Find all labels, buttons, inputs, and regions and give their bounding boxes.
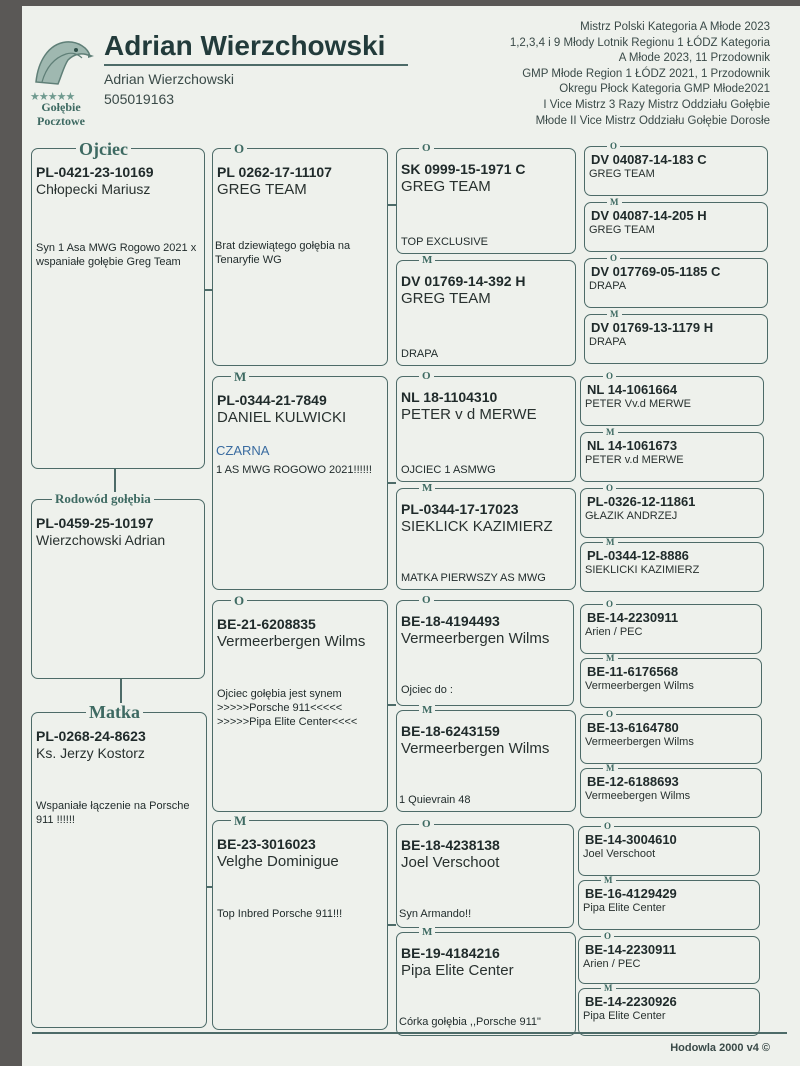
owner-name: DRAPA — [589, 280, 627, 292]
ring-number: BE-16-4129429 — [585, 886, 677, 901]
sex-marker: M — [607, 310, 622, 319]
owner-name: PETER v d MERWE — [401, 406, 537, 423]
owner-name: Wierzchowski Adrian — [36, 532, 166, 548]
owner-name: SIEKLICKI KAZIMIERZ — [585, 564, 700, 576]
sex-marker: O — [603, 372, 616, 381]
pigeon-note: Wspaniałe łączenie na Porsche 911 !!!!!! — [36, 800, 190, 826]
owner-name: SIEKLICK KAZIMIERZ — [401, 518, 553, 535]
grandsire-box — [396, 594, 574, 706]
pigeon-note: Córka gołębia ,,Porsche 911" — [399, 1016, 541, 1028]
ring-number: PL-0459-25-10197 — [36, 515, 154, 531]
pigeon-note: DRAPA — [401, 348, 439, 360]
mother-box — [31, 702, 207, 1028]
ring-number: PL-0344-21-7849 — [217, 392, 327, 408]
owner-name: Vermeerbergen Wilms — [401, 630, 550, 647]
sex-marker: M — [603, 538, 618, 547]
sex-marker: O — [419, 819, 434, 830]
ring-number: PL-0344-12-8886 — [587, 548, 689, 563]
mother-heading: Matka — [86, 703, 143, 721]
sex-marker: O — [603, 710, 616, 719]
owner-name: Ks. Jerzy Kostorz — [36, 745, 145, 761]
ancestor-box — [584, 141, 768, 196]
ring-number: DV 01769-14-392 H — [401, 273, 526, 289]
pigeon-note: 1 Quievrain 48 — [399, 794, 471, 806]
ring-number: DV 04087-14-183 C — [591, 152, 707, 167]
ancestor-box — [578, 983, 760, 1036]
pigeon-note: Ojciec do : — [401, 684, 453, 696]
ring-number: BE-23-3016023 — [217, 836, 316, 852]
connector-line — [388, 704, 396, 706]
ancestor-box — [580, 427, 764, 482]
owner-name: GREG TEAM — [217, 181, 307, 198]
pigeon-note: MATKA PIERWSZY AS MWG — [401, 572, 546, 584]
ancestor-box — [580, 483, 764, 538]
owner-name: Pipa Elite Center — [401, 962, 514, 979]
ring-number: DV 017769-05-1185 C — [591, 264, 721, 279]
ancestor-box — [578, 821, 760, 876]
title-underline — [104, 64, 408, 66]
breeder-name-title: Adrian Wierzchowski — [104, 30, 386, 61]
owner-name: Vermeerbergen Wilms — [585, 680, 694, 692]
sex-marker: O — [607, 254, 620, 263]
sex-marker: O — [601, 822, 614, 831]
owner-name: Vermeebergen Wilms — [585, 790, 691, 802]
ancestor-box — [580, 653, 762, 708]
achievement-line: Okregu Płock Kategoria GMP Młode2021 — [559, 83, 770, 96]
ancestor-box — [580, 371, 764, 426]
logo — [28, 32, 94, 128]
sex-marker: O — [603, 600, 616, 609]
sex-marker: M — [603, 428, 618, 437]
ring-number: PL 0262-17-11107 — [217, 164, 332, 180]
pigeon-note: OJCIEC 1 ASMWG — [401, 464, 496, 476]
achievement-line: GMP Młode Region 1 ŁÓDZ 2021, 1 Przodownik — [522, 67, 770, 80]
grandsire-box — [396, 370, 576, 482]
ancestor-box — [580, 763, 762, 818]
subject-heading: Rodowód gołębia — [52, 492, 154, 505]
owner-name: Velghe Dominigue — [217, 853, 339, 870]
ring-number: DV 04087-14-205 H — [591, 208, 707, 223]
connector-line — [388, 204, 396, 206]
owner-name: Arien / PEC — [585, 626, 643, 638]
sex-marker: O — [231, 142, 247, 155]
connector-line — [388, 482, 396, 484]
granddam-box — [396, 926, 576, 1036]
pigeon-note: Syn Armando!! — [399, 908, 472, 920]
ancestor-box — [580, 599, 762, 654]
sex-marker: O — [419, 595, 434, 606]
footer-credit: Hodowla 2000 v4 © — [670, 1042, 770, 1054]
sex-marker: O — [603, 484, 616, 493]
achievement-line: 1,2,3,4 i 9 Młody Lotnik Regionu 1 ŁÓDZ Kategoria — [509, 36, 770, 49]
achievement-line: I Vice Mistrz 3 Razy Mistrz Oddziału Gołębie — [543, 98, 770, 111]
owner-name: Vermeerbergen Wilms — [217, 633, 366, 650]
ring-number: BE-18-4238138 — [401, 837, 500, 853]
owner-name: PETER Vv.d MERWE — [585, 398, 691, 410]
ring-number: BE-18-4194493 — [401, 613, 500, 629]
sex-marker: M — [419, 483, 435, 494]
owner-name: Pipa Elite Center — [583, 1010, 666, 1022]
pedigree-sheet — [22, 6, 800, 1066]
achievement-line: Mistrz Polski Kategoria A Młode 2023 — [580, 21, 770, 33]
sire-box — [212, 593, 388, 812]
pigeon-note: Top Inbred Porsche 911!!! — [217, 908, 343, 920]
footer-rule — [32, 1032, 787, 1034]
pigeon-note: Syn 1 Asa MWG Rogowo 2021 x wspaniałe gołębie Greg Team — [36, 242, 197, 268]
father-box — [31, 139, 205, 469]
ring-number: BE-14-2230926 — [585, 994, 677, 1009]
sex-marker: M — [607, 198, 622, 207]
dam-box — [212, 369, 388, 590]
ancestor-box — [584, 309, 768, 364]
grandsire-box — [396, 818, 574, 928]
ring-number: BE-14-2230911 — [587, 610, 679, 625]
pigeon-note: TOP EXCLUSIVE — [401, 236, 489, 248]
granddam-box — [396, 482, 576, 590]
pigeon-note: Ojciec gołębia jest synem >>>>>Porsche 911<<<<< >>>>>Pipa Elite Center<<<< — [217, 688, 358, 728]
owner-name: Pipa Elite Center — [583, 902, 666, 914]
owner-name: Chłopecki Mariusz — [36, 181, 151, 197]
ring-number: PL-0268-24-8623 — [36, 728, 146, 744]
sex-marker: O — [419, 143, 434, 154]
sex-marker: O — [601, 932, 614, 941]
granddam-box — [396, 254, 576, 366]
achievement-line: A Młode 2023, 11 Przodownik — [618, 52, 770, 65]
sex-marker: O — [419, 371, 434, 382]
owner-name: Joel Verschoot — [583, 848, 656, 860]
ring-number: BE-14-2230911 — [585, 942, 677, 957]
pigeon-note: Brat dziewiątego gołębia na Tenaryfie WG — [215, 240, 351, 266]
ring-number: BE-12-6188693 — [587, 774, 679, 789]
owner-name: Vermeerbergen Wilms — [585, 736, 694, 748]
owner-name: DANIEL KULWICKI — [217, 409, 347, 426]
sire-box — [212, 141, 388, 366]
ring-number: NL 18-1104310 — [401, 389, 498, 405]
sex-marker: M — [231, 814, 249, 827]
pigeon-color: CZARNA — [216, 443, 270, 458]
owner-name: Arien / PEC — [583, 958, 641, 970]
ring-number: BE-13-6164780 — [587, 720, 679, 735]
owner-name: GREG TEAM — [401, 290, 491, 307]
sex-marker: M — [419, 927, 435, 938]
owner-name: GREG TEAM — [589, 168, 655, 180]
logo-text: Gołębie Pocztowe — [37, 100, 85, 128]
ring-number: NL 14-1061664 — [587, 382, 678, 397]
sex-marker: M — [601, 876, 616, 885]
sex-marker: M — [419, 255, 435, 266]
sex-marker: M — [603, 764, 618, 773]
ancestor-box — [578, 875, 760, 930]
ring-number: BE-14-3004610 — [585, 832, 677, 847]
ring-number: NL 14-1061673 — [587, 438, 678, 453]
logo-stars: ★★★★★ — [30, 91, 75, 103]
achievements — [510, 20, 770, 129]
sex-marker: O — [231, 594, 247, 607]
connector-line — [388, 924, 396, 926]
ancestor-box — [580, 537, 764, 592]
owner-name: Joel Verschoot — [401, 854, 500, 871]
ring-number: BE-11-6176568 — [587, 664, 679, 679]
ancestor-box — [584, 197, 768, 252]
father-heading: Ojciec — [76, 140, 131, 158]
ring-number: BE-18-6243159 — [401, 723, 500, 739]
sex-marker: M — [231, 370, 249, 383]
achievement-line: Młode II Vice Mistrz Oddziału Gołębie Dorosłe — [535, 114, 770, 127]
owner-name: Vermeerbergen Wilms — [401, 740, 550, 757]
ring-number: SK 0999-15-1971 C — [401, 161, 526, 177]
connector-line — [204, 289, 212, 291]
ring-number: BE-21-6208835 — [217, 616, 316, 632]
ancestor-box — [578, 931, 760, 984]
subject-box — [31, 491, 205, 679]
owner-name: GREG TEAM — [401, 178, 491, 195]
sex-marker: O — [607, 142, 620, 151]
dam-box — [212, 813, 388, 1030]
sex-marker: M — [419, 705, 435, 716]
ring-number: PL-0326-12-11861 — [587, 494, 696, 509]
owner-name: DRAPA — [589, 336, 627, 348]
owner-name: PETER v.d MERWE — [585, 454, 684, 466]
pigeon-logo-icon — [28, 32, 94, 94]
owner-name: GREG TEAM — [589, 224, 655, 236]
pigeon-note: 1 AS MWG ROGOWO 2021!!!!!! — [216, 464, 372, 476]
grandsire-box — [396, 142, 576, 254]
owner-name: GŁAZIK ANDRZEJ — [585, 510, 678, 522]
sex-marker: M — [601, 984, 616, 993]
ring-number: PL-0421-23-10169 — [36, 164, 154, 180]
ancestor-box — [584, 253, 768, 308]
breeder-name: Adrian Wierzchowski — [104, 71, 234, 87]
ring-number: DV 01769-13-1179 H — [591, 320, 714, 335]
ring-number: PL-0344-17-17023 — [401, 501, 519, 517]
ancestor-box — [580, 709, 762, 764]
ring-number: BE-19-4184216 — [401, 945, 500, 961]
granddam-box — [396, 704, 576, 812]
breeder-phone: 505019163 — [104, 91, 175, 107]
sex-marker: M — [603, 654, 618, 663]
